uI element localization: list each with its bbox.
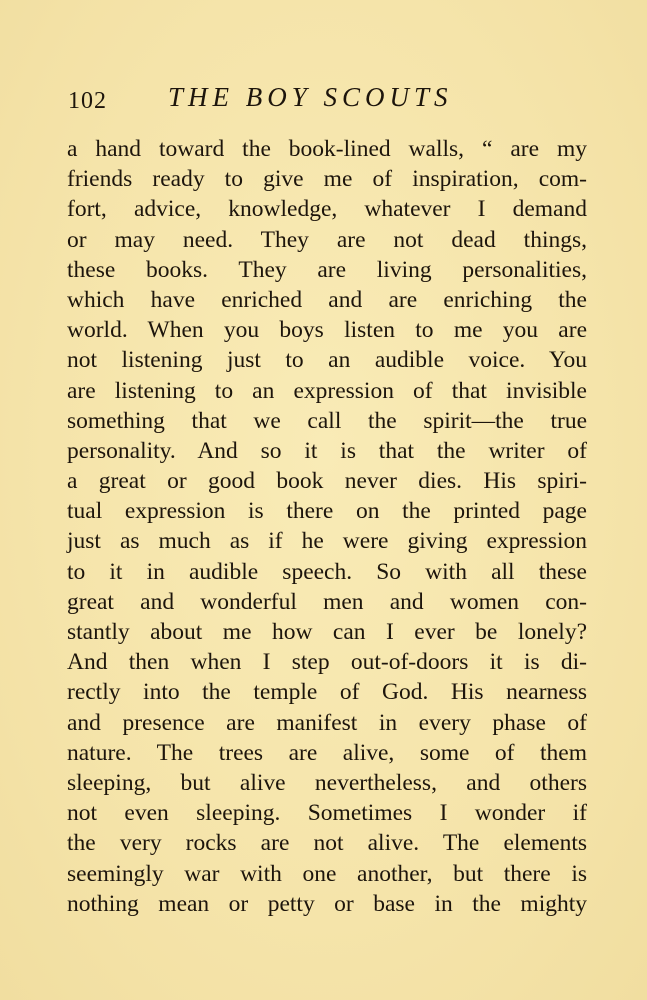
text-line: a hand toward the book-lined walls, “ are my: [67, 136, 587, 162]
text-line: which have enriched and are enriching the: [67, 286, 587, 313]
text-line: nature. The trees are alive, some of them: [67, 739, 587, 766]
text-line: fort, advice, knowledge, whatever I demand: [67, 196, 587, 223]
text-line: just as much as if he were giving expression: [67, 528, 587, 555]
text-line: and presence are manifest in every phase of: [67, 709, 587, 736]
running-head: [68, 82, 588, 122]
text-line: friends ready to give me of inspiration, com-: [67, 166, 587, 193]
text-line: nothing mean or petty or base in the mighty: [67, 890, 587, 917]
text-line: the very rocks are not alive. The elements: [67, 830, 587, 857]
text-line: world. When you boys listen to me you are: [67, 317, 587, 344]
text-line: not even sleeping. Sometimes I wonder if: [67, 800, 587, 827]
text-line: sleeping, but alive nevertheless, and others: [67, 769, 587, 796]
text-line: a great or good book never dies. His spiri-: [67, 468, 587, 495]
text-line: or may need. They are not dead things,: [67, 226, 587, 253]
text-line: stantly about me how can I ever be lonely?: [67, 619, 587, 645]
text-line: seemingly war with one another, but there is: [67, 860, 587, 887]
text-line: And then when I step out-of-doors it is di-: [67, 649, 587, 676]
text-line: something that we call the spirit—the true: [67, 407, 587, 434]
text-line: these books. They are living personalities,: [67, 256, 587, 283]
page-number: 102: [68, 88, 107, 114]
book-title: THE BOY SCOUTS: [168, 82, 453, 112]
text-line: tual expression is there on the printed page: [67, 498, 587, 525]
text-line: great and wonderful men and women con-: [67, 588, 587, 615]
text-line: are listening to an expression of that invisible: [67, 377, 587, 404]
text-line: not listening just to an audible voice. You: [67, 347, 587, 374]
text-line: to it in audible speech. So with all these: [67, 558, 587, 585]
text-line: personality. And so it is that the writer of: [67, 437, 587, 464]
text-line: rectly into the temple of God. His nearness: [67, 679, 587, 706]
body-text: [67, 134, 587, 919]
